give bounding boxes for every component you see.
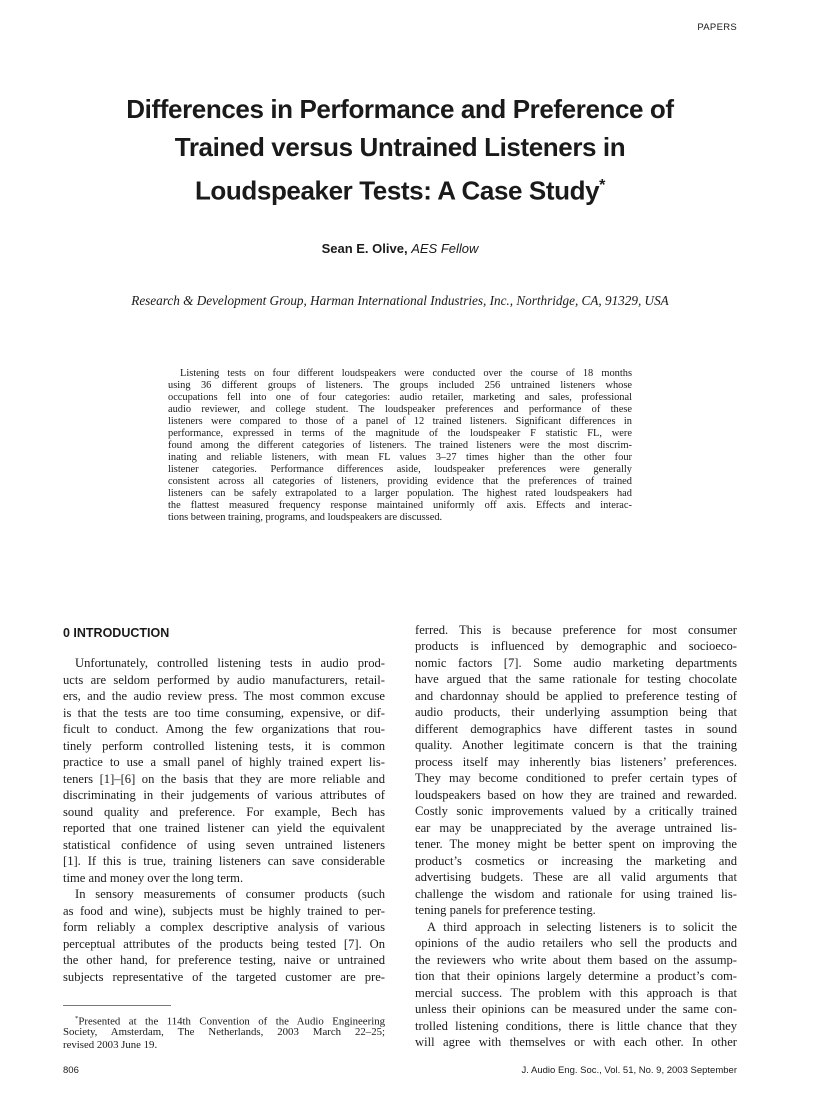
author-role: AES Fellow — [411, 241, 479, 256]
title-line: Differences in Performance and Preference of — [126, 94, 674, 124]
title-line-text: Loudspeaker Tests: A Case Study — [194, 175, 600, 206]
body-line: audio products, their underlying assumption being that — [415, 705, 737, 719]
body-line: mercial success. The problem with this approach is that — [415, 986, 737, 1000]
body-line: the reviewers who write about them based on the assump- — [415, 953, 737, 967]
body-line: form reliably a complex descriptive analysis of various — [63, 920, 385, 934]
body-line: ferred. This is because preference for most consumer — [415, 623, 737, 637]
author-line — [0, 241, 800, 256]
body-line: loudspeakers based on how they are trained and rewarded. — [415, 788, 737, 802]
body-line: perceptual attributes of the products being tested [7]. On — [63, 937, 385, 951]
body-line: tinely perform controlled listening tests, it is common — [63, 739, 385, 753]
body-line: ucts are seldom performed by audio manufacturers, retail- — [63, 673, 385, 687]
body-line: quality. Another legitimate concern is that the training — [415, 738, 737, 752]
abstract-line: Listening tests on four different loudspeakers were conducted over the course of 18 months — [180, 368, 632, 379]
abstract-line: listeners were compared to those of a panel of 12 trained listeners. Significant differences in — [168, 416, 632, 427]
body-line: subjects representative of the targeted customer are pre- — [63, 970, 385, 984]
body-line: practice to use a small panel of highly trained expert lis- — [63, 755, 385, 769]
abstract-line: listener categories. Performance differences aside, loudspeaker preferences were generally — [168, 464, 632, 475]
running-header: PAPERS — [697, 22, 737, 33]
abstract-line: the flattest measured frequency response maintained uniformly off axis. Effects and interac- — [168, 500, 632, 511]
body-line: as food and wine), subjects must be highly trained to per- — [63, 904, 385, 918]
abstract-line: consistent across all categories of listeners, providing evidence that the preferences of trained — [168, 476, 632, 487]
body-line: ficult to conduct. Among the few organizations that rou- — [63, 722, 385, 736]
footnote-divider — [63, 1005, 171, 1006]
abstract-line: occupations fell into one of four categories: audio retailer, marketing and sales, professional — [168, 392, 632, 403]
body-line: reported that one trained listener can yield the equivalent — [63, 821, 385, 835]
section-heading: 0 INTRODUCTION — [63, 626, 170, 640]
abstract-line: tions between training, programs, and loudspeakers are discussed. — [168, 512, 443, 523]
footnote-mark: * — [75, 1015, 79, 1022]
title-line — [60, 166, 740, 210]
abstract-line: audio reviewer, and college student. The loudspeaker preferences and performance of these — [168, 404, 632, 415]
title-line: Trained versus Untrained Listeners in — [174, 132, 626, 162]
title-footnote-mark: * — [599, 176, 606, 194]
body-line: and chardonnay should be applied to preference testing of — [415, 689, 737, 703]
body-line: different demographics have different tastes in sound — [415, 722, 737, 736]
body-line: statistical confidence of using seven untrained listeners — [63, 838, 385, 852]
affiliation: Research & Development Group, Harman International Industries, Inc., Northridge, CA, 91329, USA — [131, 293, 669, 308]
abstract-line: found among the different categories of listeners. The trained listeners were the most discrim- — [168, 440, 632, 451]
body-line: nomic factors [7]. Some audio marketing departments — [415, 656, 737, 670]
abstract-line: using 36 different groups of listeners. The groups included 256 untrained listeners whose — [168, 380, 632, 391]
body-line: process itself may inherently bias listeners’ preferences. — [415, 755, 737, 769]
body-line: A third approach in selecting listeners is to solicit the — [427, 920, 737, 934]
body-line: the other hand, for preference testing, naive or untrained — [63, 953, 385, 967]
body-line: tion that their opinions largely determine a product’s com- — [415, 969, 737, 983]
body-line: advertising budgets. These are all valid arguments that — [415, 870, 737, 884]
footnote-line: Society, Amsterdam, The Netherlands, 2003 March 22–25; — [63, 1026, 385, 1038]
body-line: teners [1]–[6] on the basis that they are more reliable and — [63, 772, 385, 786]
body-line: discriminating in their judgements of various attributes of — [63, 788, 385, 802]
body-line: In sensory measurements of consumer products (such — [75, 887, 385, 901]
body-line: will agree with themselves or with each other. In other — [415, 1035, 737, 1049]
body-line: [1]. If this is true, training listeners can save considerable — [63, 854, 385, 868]
journal-citation: J. Audio Eng. Soc., Vol. 51, No. 9, 2003 September — [521, 1065, 737, 1076]
body-line: product’s cosmetics or increasing the marketing and — [415, 854, 737, 868]
footnote-line-text: Presented at the 114th Convention of the Audio Engineering — [78, 1015, 385, 1028]
body-line: They may become conditioned to prefer certain types of — [415, 771, 737, 785]
paper-title — [60, 90, 740, 210]
page-number: 806 — [63, 1065, 79, 1076]
body-line: is that the tests are too time consuming, expensive, or dif- — [63, 706, 385, 720]
footnote-line: revised 2003 June 19. — [63, 1039, 158, 1051]
abstract-line: listeners can be safely extrapolated to a larger population. The highest rated loudspeakers had — [168, 488, 632, 499]
body-line: opinions of the audio retailers who sell the products and — [415, 936, 737, 950]
author-name: Sean E. Olive, — [321, 241, 408, 256]
body-line: challenge the wisdom and rationale for using trained lis- — [415, 887, 737, 901]
body-line: time and money over the long term. — [63, 871, 244, 885]
body-line: trolled listening conditions, there is little chance that they — [415, 1019, 737, 1033]
abstract-line: inating and reliable listeners, with mean FL values 3–27 times higher than the other four — [168, 452, 632, 463]
body-line: ers, and the audio review press. The most common excuse — [63, 689, 385, 703]
body-line: tening panels for preference testing. — [415, 903, 596, 917]
body-line: Unfortunately, controlled listening tests in audio prod- — [75, 656, 385, 670]
body-line: unless their opinions can be measured under the same con- — [415, 1002, 737, 1016]
body-line: Costly sonic improvements valued by a critically trained — [415, 804, 737, 818]
body-line: sound quality and preference. For example, Bech has — [63, 805, 385, 819]
body-line: products is influenced by demographic and socioeco- — [415, 639, 737, 653]
body-line: have argued that the same rationale for testing chocolate — [415, 672, 737, 686]
abstract-line: performance, expressed in terms of the magnitude of the loudspeaker F statistic FL, were — [168, 428, 632, 439]
body-line: ear may be unappreciated by the average untrained lis- — [415, 821, 737, 835]
body-line: tener. The money might be better spent on improving the — [415, 837, 737, 851]
